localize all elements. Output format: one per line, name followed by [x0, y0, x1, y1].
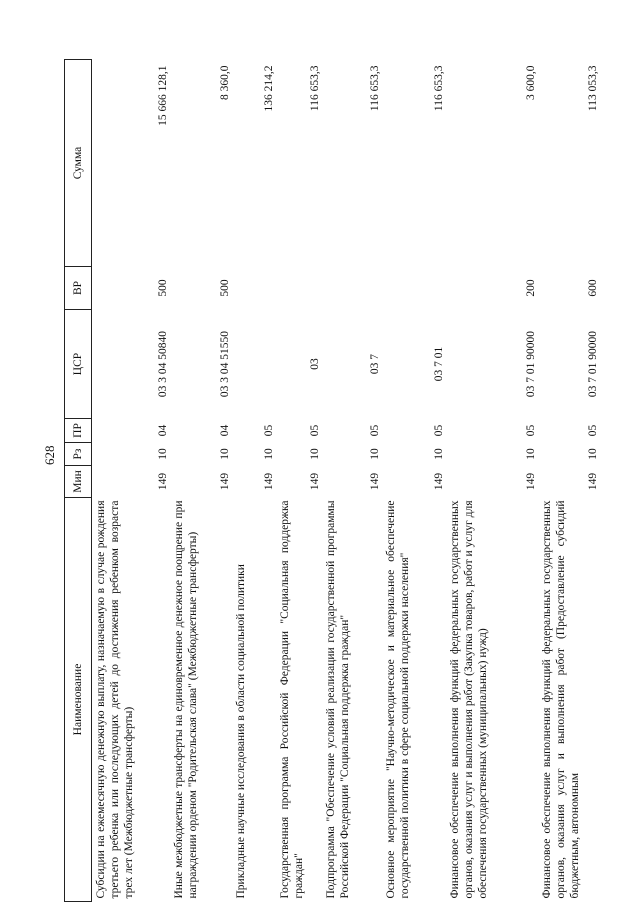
row-min: 149	[432, 472, 445, 491]
row-csr: 03 3 04 50840	[156, 330, 169, 398]
row-csr: 03	[308, 358, 321, 370]
row-sum: 15 666 128,1	[156, 65, 169, 126]
row-name: Государственная программа Российской Федерации "Социальная поддержка граждан"	[278, 500, 305, 899]
row-min: 149	[218, 472, 231, 491]
row-pr: 05	[524, 424, 537, 437]
row-sum: 116 653,3	[368, 65, 381, 112]
header-sum: Сумма	[65, 60, 92, 267]
row-vr: 500	[218, 279, 231, 297]
row-min: 149	[524, 472, 537, 491]
row-name: Финансовое обеспечение выполнения функций федеральных государственных органов, оказания услуг и выполнения работ (Закупка товаров, работ и услуг для обеспечения государственных (муниципальных) нужд)	[448, 500, 489, 899]
row-min: 149	[368, 472, 381, 491]
table-row	[382, 60, 446, 902]
table-row	[322, 60, 382, 902]
header-vr: ВР	[65, 267, 92, 310]
row-pr: 05	[432, 424, 445, 437]
row-csr: 03 7 01 90000	[586, 330, 599, 398]
header-min: Мин	[65, 466, 92, 498]
row-vr	[382, 267, 446, 310]
row-rz: 10	[262, 448, 275, 460]
row-rz: 10	[524, 448, 537, 460]
table-row	[276, 60, 322, 902]
row-rz: 10	[156, 448, 169, 460]
header-pr: ПР	[65, 419, 92, 443]
budget-table	[64, 59, 600, 902]
header-rz: Рз	[65, 443, 92, 466]
row-pr: 05	[308, 424, 321, 437]
table-row	[170, 60, 232, 902]
row-pr: 04	[218, 424, 231, 437]
row-sum: 116 653,3	[308, 65, 321, 112]
row-sum: 3 600,0	[524, 65, 537, 100]
row-vr	[276, 267, 322, 310]
row-sum: 113 053,3	[586, 65, 599, 112]
row-csr: 03 7 01 90000	[524, 330, 537, 398]
row-name: Иные межбюджетные трансферты на единовременное денежное поощрение при награждении орденом "Родительская слава" (Межбюджетные трансферты)	[172, 500, 199, 899]
row-csr	[232, 310, 276, 419]
row-pr: 05	[368, 424, 381, 437]
row-sum: 136 214,2	[262, 65, 275, 112]
table-header-row	[65, 60, 92, 902]
row-rz: 10	[218, 448, 231, 460]
row-name: Субсидии на ежемесячную денежную выплату, назначаемую в случае рождения третьего ребенка или последующих детей до достижения ребенком возраста трех лет (Межбюджетные трансферты)	[95, 500, 135, 899]
row-vr: 200	[524, 279, 537, 297]
table-row	[232, 60, 276, 902]
page-number: 628	[42, 445, 57, 465]
header-name: Наименование	[65, 498, 92, 902]
row-vr: 600	[586, 279, 599, 297]
table-row	[538, 60, 600, 902]
row-pr: 05	[586, 424, 599, 437]
row-vr: 500	[156, 279, 169, 297]
row-vr	[232, 267, 276, 310]
row-rz: 10	[432, 448, 445, 460]
row-rz: 10	[368, 448, 381, 460]
table-row	[92, 60, 170, 902]
table-row	[446, 60, 538, 902]
row-pr: 04	[156, 424, 169, 437]
row-vr	[322, 267, 382, 310]
row-csr: 03 7	[368, 353, 381, 375]
row-name: Финансовое обеспечение выполнения функций федеральных государственных органов, оказания услуг и выполнения работ (Предоставление субсидий бюджетным, автономным	[540, 500, 581, 899]
row-rz: 10	[586, 448, 599, 460]
row-min: 149	[308, 472, 321, 491]
row-min: 149	[586, 472, 599, 491]
row-csr: 03 3 04 51550	[218, 330, 231, 398]
row-min: 149	[156, 472, 169, 491]
row-csr: 03 7 01	[432, 346, 445, 382]
row-sum: 116 653,3	[432, 65, 445, 112]
row-name: Прикладные научные исследования в области социальной политики	[234, 564, 247, 899]
row-pr: 05	[262, 424, 275, 437]
header-csr: ЦСР	[65, 310, 92, 419]
row-sum: 8 360,0	[218, 65, 231, 100]
row-name: Основное мероприятие "Научно-методическое и материальное обеспечение государственной политики в сфере социальной поддержки населения"	[384, 500, 411, 899]
row-rz: 10	[308, 448, 321, 460]
row-name: Подпрограмма "Обеспечение условий реализации государственной программы Российской Федерации "Социальная поддержка граждан"	[324, 500, 351, 899]
row-min: 149	[262, 472, 275, 491]
